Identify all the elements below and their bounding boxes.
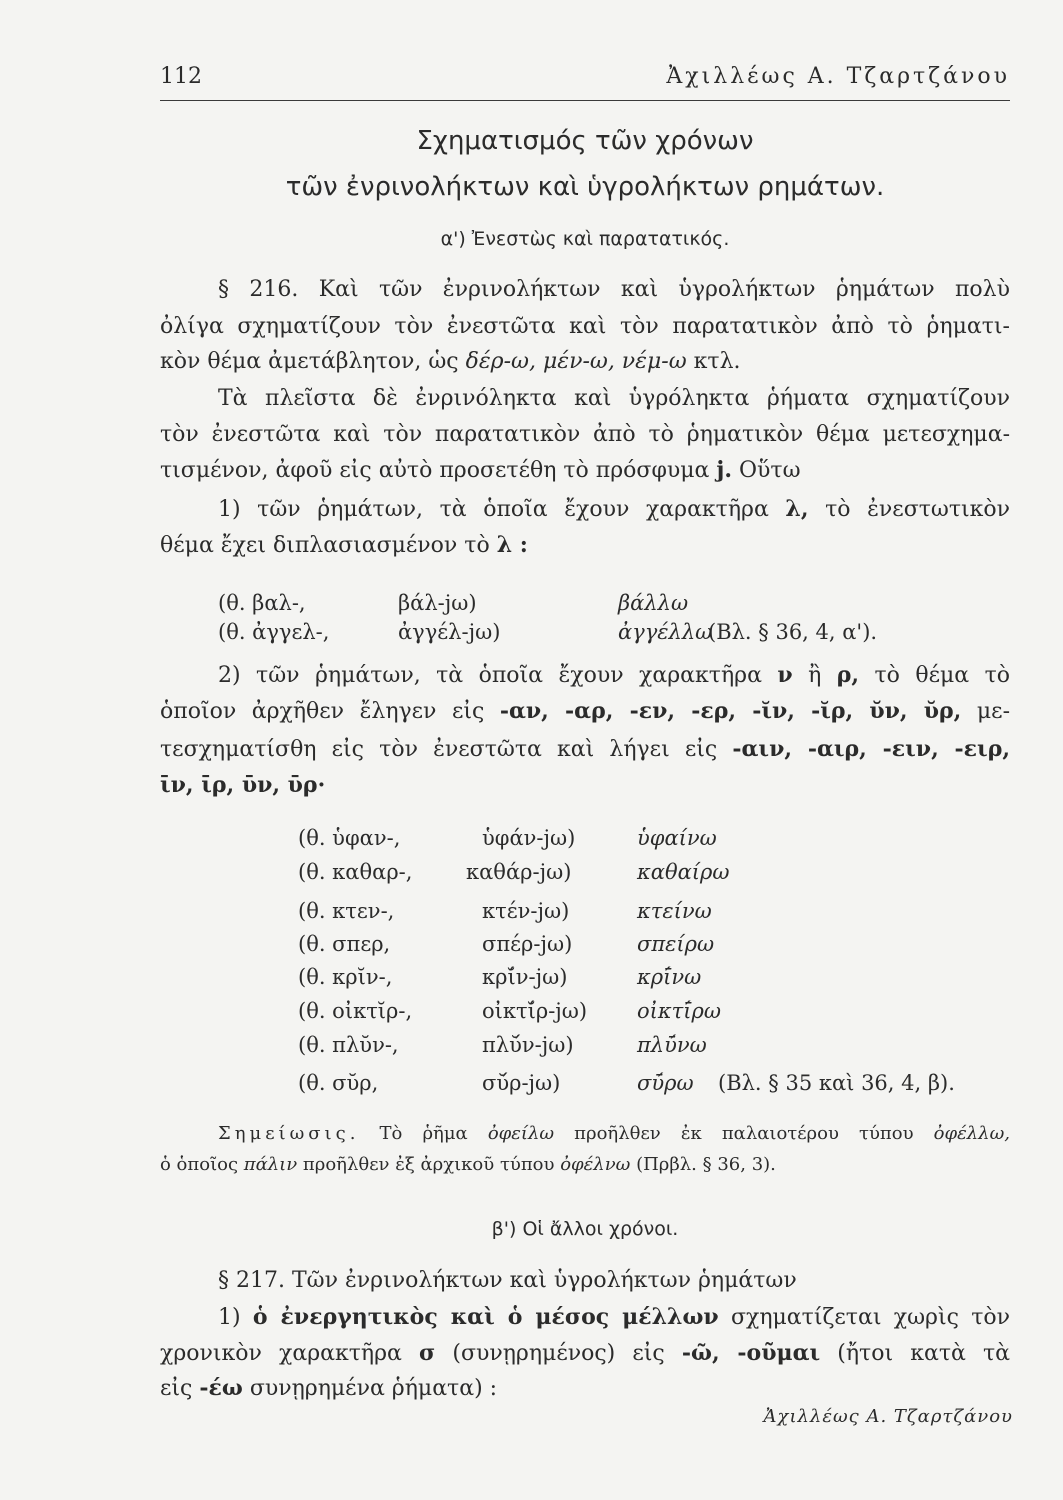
item1-line1 (160, 494, 1010, 525)
ex2-verb: σῡ́ρω (637, 1071, 694, 1095)
ex2-stem: (θ. κτεν-, (298, 899, 395, 923)
title-line-2: τῶν ἐνρινολήκτων καὶ ὑγρολήκτων ρημάτων. (285, 172, 885, 202)
section-b-heading: β') Οἱ ἄλλοι χρόνοι. (491, 1218, 679, 1240)
ex2-verb: κρῑ́νω (637, 965, 702, 989)
para216-text1: Καὶ τῶν ἐνρινολήκτων καὶ ὑγρολήκτων ῥημάτων πολὺ (318, 277, 1010, 302)
para217-endings: -ῶ, -οῦμαι (681, 1340, 821, 1366)
ex2-verb: σπείρω (637, 932, 715, 956)
para217-ending-eo: -έω (199, 1375, 243, 1401)
ex2-stem: (θ. σῠρ, (298, 1071, 379, 1095)
ex2-form: σῠ́ρ-jω) (482, 1071, 561, 1095)
ex2-verb: ὑφαίνω (637, 826, 717, 850)
item2-line3 (160, 734, 1010, 765)
item1-text1c: τὸ ἐνεστωτικὸν (825, 497, 1010, 522)
ex1-ref: (Βλ. § 36, 4, α'). (708, 620, 878, 644)
item2-text3a: τεσχηματίσθη εἰς τὸν ἐνεστῶτα καὶ λήγει εἰς (160, 737, 718, 762)
ex2-form: πλῠ́ν-jω) (482, 1033, 574, 1057)
para2-text3a: τισμένον, ἀφοῦ εἰς αὐτὸ προσετέθη τὸ πρόσφυμα (160, 458, 710, 483)
section-a-heading: α') Ἐνεστὼς καὶ παρατατικός. (440, 228, 730, 250)
note-text2b: πάλιν (243, 1154, 298, 1175)
para216-line2: ὀλίγα σχηματίζουν τὸν ἐνεστῶτα καὶ τὸν παρατατικὸν ἀπὸ τὸ ῥηματι- (160, 314, 1010, 339)
note-text2c: προῆλθεν ἐξ ἀρχικοῦ τύπου (302, 1154, 555, 1175)
note-verb3: ὀφέλνω (560, 1154, 631, 1175)
item1-text2a: θέμα ἔχει διπλασιασμένον τὸ (160, 533, 490, 558)
ex1-stem: (θ. ἀγγελ-, (218, 620, 330, 644)
para217-text2c: σχηματίζεται χωρὶς τὸν (730, 1305, 1010, 1330)
note-ref: (Πρβλ. § 36, 3). (636, 1154, 776, 1175)
ex1-stem: (θ. βαλ-, (218, 591, 306, 615)
note-text1c: προῆλθεν ἐκ παλαιοτέρου τύπου (574, 1123, 914, 1144)
para2-line3 (160, 455, 1010, 486)
note-label: Σημείωσις. (218, 1123, 360, 1144)
item1-line2 (160, 530, 1010, 561)
ex2-stem: (θ. οἰκτῐρ-, (298, 999, 413, 1023)
para216-examples: δέρ-ω, μέν-ω, νέμ-ω (465, 349, 687, 374)
para217-text1: Τῶν ἐνρινολήκτων καὶ ὑγρολήκτων ῥημάτων (291, 1268, 797, 1293)
para2-line1: Τὰ πλεῖστα δὲ ἐνρινόληκτα καὶ ὑγρόληκτα ῥήματα σχηματίζουν (218, 386, 1010, 411)
para216-text3a: κὸν θέμα ἀμετάβλητον, ὡς (160, 349, 459, 374)
ex2-stem: (θ. σπερ, (298, 932, 391, 956)
ex2-form: κτέν-jω) (482, 899, 570, 923)
ex1-form: ἀγγέλ-jω) (398, 620, 501, 644)
para217-line4 (160, 1373, 1010, 1404)
ex1-verb: βάλλω (618, 591, 689, 615)
item2-rho: ρ, (836, 662, 860, 688)
ex1-verb: ἀγγέλλω (618, 620, 713, 644)
ex1-form: βάλ-jω) (398, 591, 477, 615)
para2-line2: τὸν ἐνεστῶτα καὶ τὸν παρατατικὸν ἀπὸ τὸ ῥηματικὸν θέμα μετεσχημα- (160, 422, 1010, 447)
page-header (160, 60, 1010, 101)
item1-lambda-2: λ : (496, 532, 528, 558)
item2-endings-long: ῑν, ῑρ, ῡν, ῡρ· (160, 772, 326, 798)
running-head: Ἀχιλλέως Α. Τζαρτζάνου (666, 64, 1010, 89)
para217-text4a: εἰς (160, 1376, 193, 1401)
para217-num: 1) (218, 1305, 241, 1330)
para217-text3a: χρονικὸν χαρακτῆρα (160, 1341, 402, 1366)
para217-text3e: (ἤτοι κατὰ τὰ (837, 1341, 1011, 1366)
item2-endings-new: -αιν, -αιρ, -ειν, -ειρ, (732, 736, 1010, 762)
section-mark-216: § 216. (218, 277, 299, 302)
item1-text1a: 1) τῶν ῥημάτων, τὰ ὁποῖα ἔχουν χαρακτῆρα (218, 497, 769, 522)
note-line2 (160, 1152, 1010, 1178)
item2-text2a: ὁποῖον ἀρχῆθεν ἔληγεν εἰς (160, 699, 485, 724)
para216-line3 (160, 347, 1010, 377)
ex2-form: κρῐ́ν-jω) (482, 965, 568, 989)
ex2-stem: (θ. πλῠν-, (298, 1033, 399, 1057)
ex2-form: ὑφάν-jω) (482, 826, 576, 850)
para217-future-bold: ὁ ἐνεργητικὸς καὶ ὁ μέσος μέλλων (252, 1304, 719, 1330)
item2-or: ἢ (808, 663, 822, 688)
title-line-1: Σχηματισμός τῶν χρόνων (416, 126, 754, 156)
para216-text3c: κτλ. (693, 349, 741, 374)
item2-text2c: με- (976, 699, 1011, 724)
item2-line4 (160, 770, 1010, 801)
ex2-verb: καθαίρω (637, 860, 730, 884)
note-line1 (160, 1121, 1010, 1147)
section-mark-217: § 217. (218, 1268, 285, 1293)
note-text1a: Τὸ ῥῆμα (379, 1123, 468, 1144)
item2-text1e: τὸ θέμα τὸ (874, 663, 1011, 688)
para2-affix: j. (716, 457, 733, 483)
para217-sigma: σ (419, 1340, 436, 1366)
item1-lambda: λ, (785, 496, 809, 522)
footer-signature: Ἀχιλλέως Α. Τζαρτζάνου (763, 1406, 1013, 1427)
note-text2a: ὁ ὁποῖος (160, 1154, 239, 1175)
para217-text3c: (συνῃρημένος) εἰς (452, 1341, 665, 1366)
note-verb2: ὀφέλλω, (933, 1123, 1010, 1144)
ex2-ref: (Βλ. § 35 καὶ 36, 4, β). (718, 1071, 955, 1095)
para217-text4c: συνῃρημένα ῥήματα) : (249, 1376, 498, 1401)
ex2-form: σπέρ-jω) (482, 932, 573, 956)
item2-line1 (160, 660, 1010, 691)
item2-text1a: 2) τῶν ῥημάτων, τὰ ὁποῖα ἔχουν χαρακτῆρα (218, 663, 762, 688)
para217-line1 (160, 1266, 1010, 1296)
ex2-stem: (θ. ὑφαν-, (298, 826, 401, 850)
item2-line2 (160, 696, 1010, 727)
ex2-form: καθάρ-jω) (466, 860, 572, 884)
para216-line1 (160, 275, 1010, 305)
item2-nu: ν (777, 662, 793, 688)
item2-endings-old: -αν, -αρ, -εν, -ερ, -ῐν, -ῐρ, ῠν, ῠρ, (499, 698, 962, 724)
para217-line2 (160, 1302, 1010, 1333)
ex2-stem: (θ. καθαρ-, (298, 860, 413, 884)
ex2-form: οἰκτῐ́ρ-jω) (482, 999, 588, 1023)
page-number: 112 (160, 64, 202, 89)
ex2-verb: πλῡ́νω (637, 1033, 707, 1057)
ex2-verb: κτείνω (637, 899, 712, 923)
para217-line3 (160, 1338, 1010, 1369)
para2-text3c: Οὕτω (739, 458, 801, 483)
ex2-stem: (θ. κρῐν-, (298, 965, 393, 989)
ex2-verb: οἰκτῑ́ρω (637, 999, 721, 1023)
note-verb1: ὀφείλω (487, 1123, 555, 1144)
